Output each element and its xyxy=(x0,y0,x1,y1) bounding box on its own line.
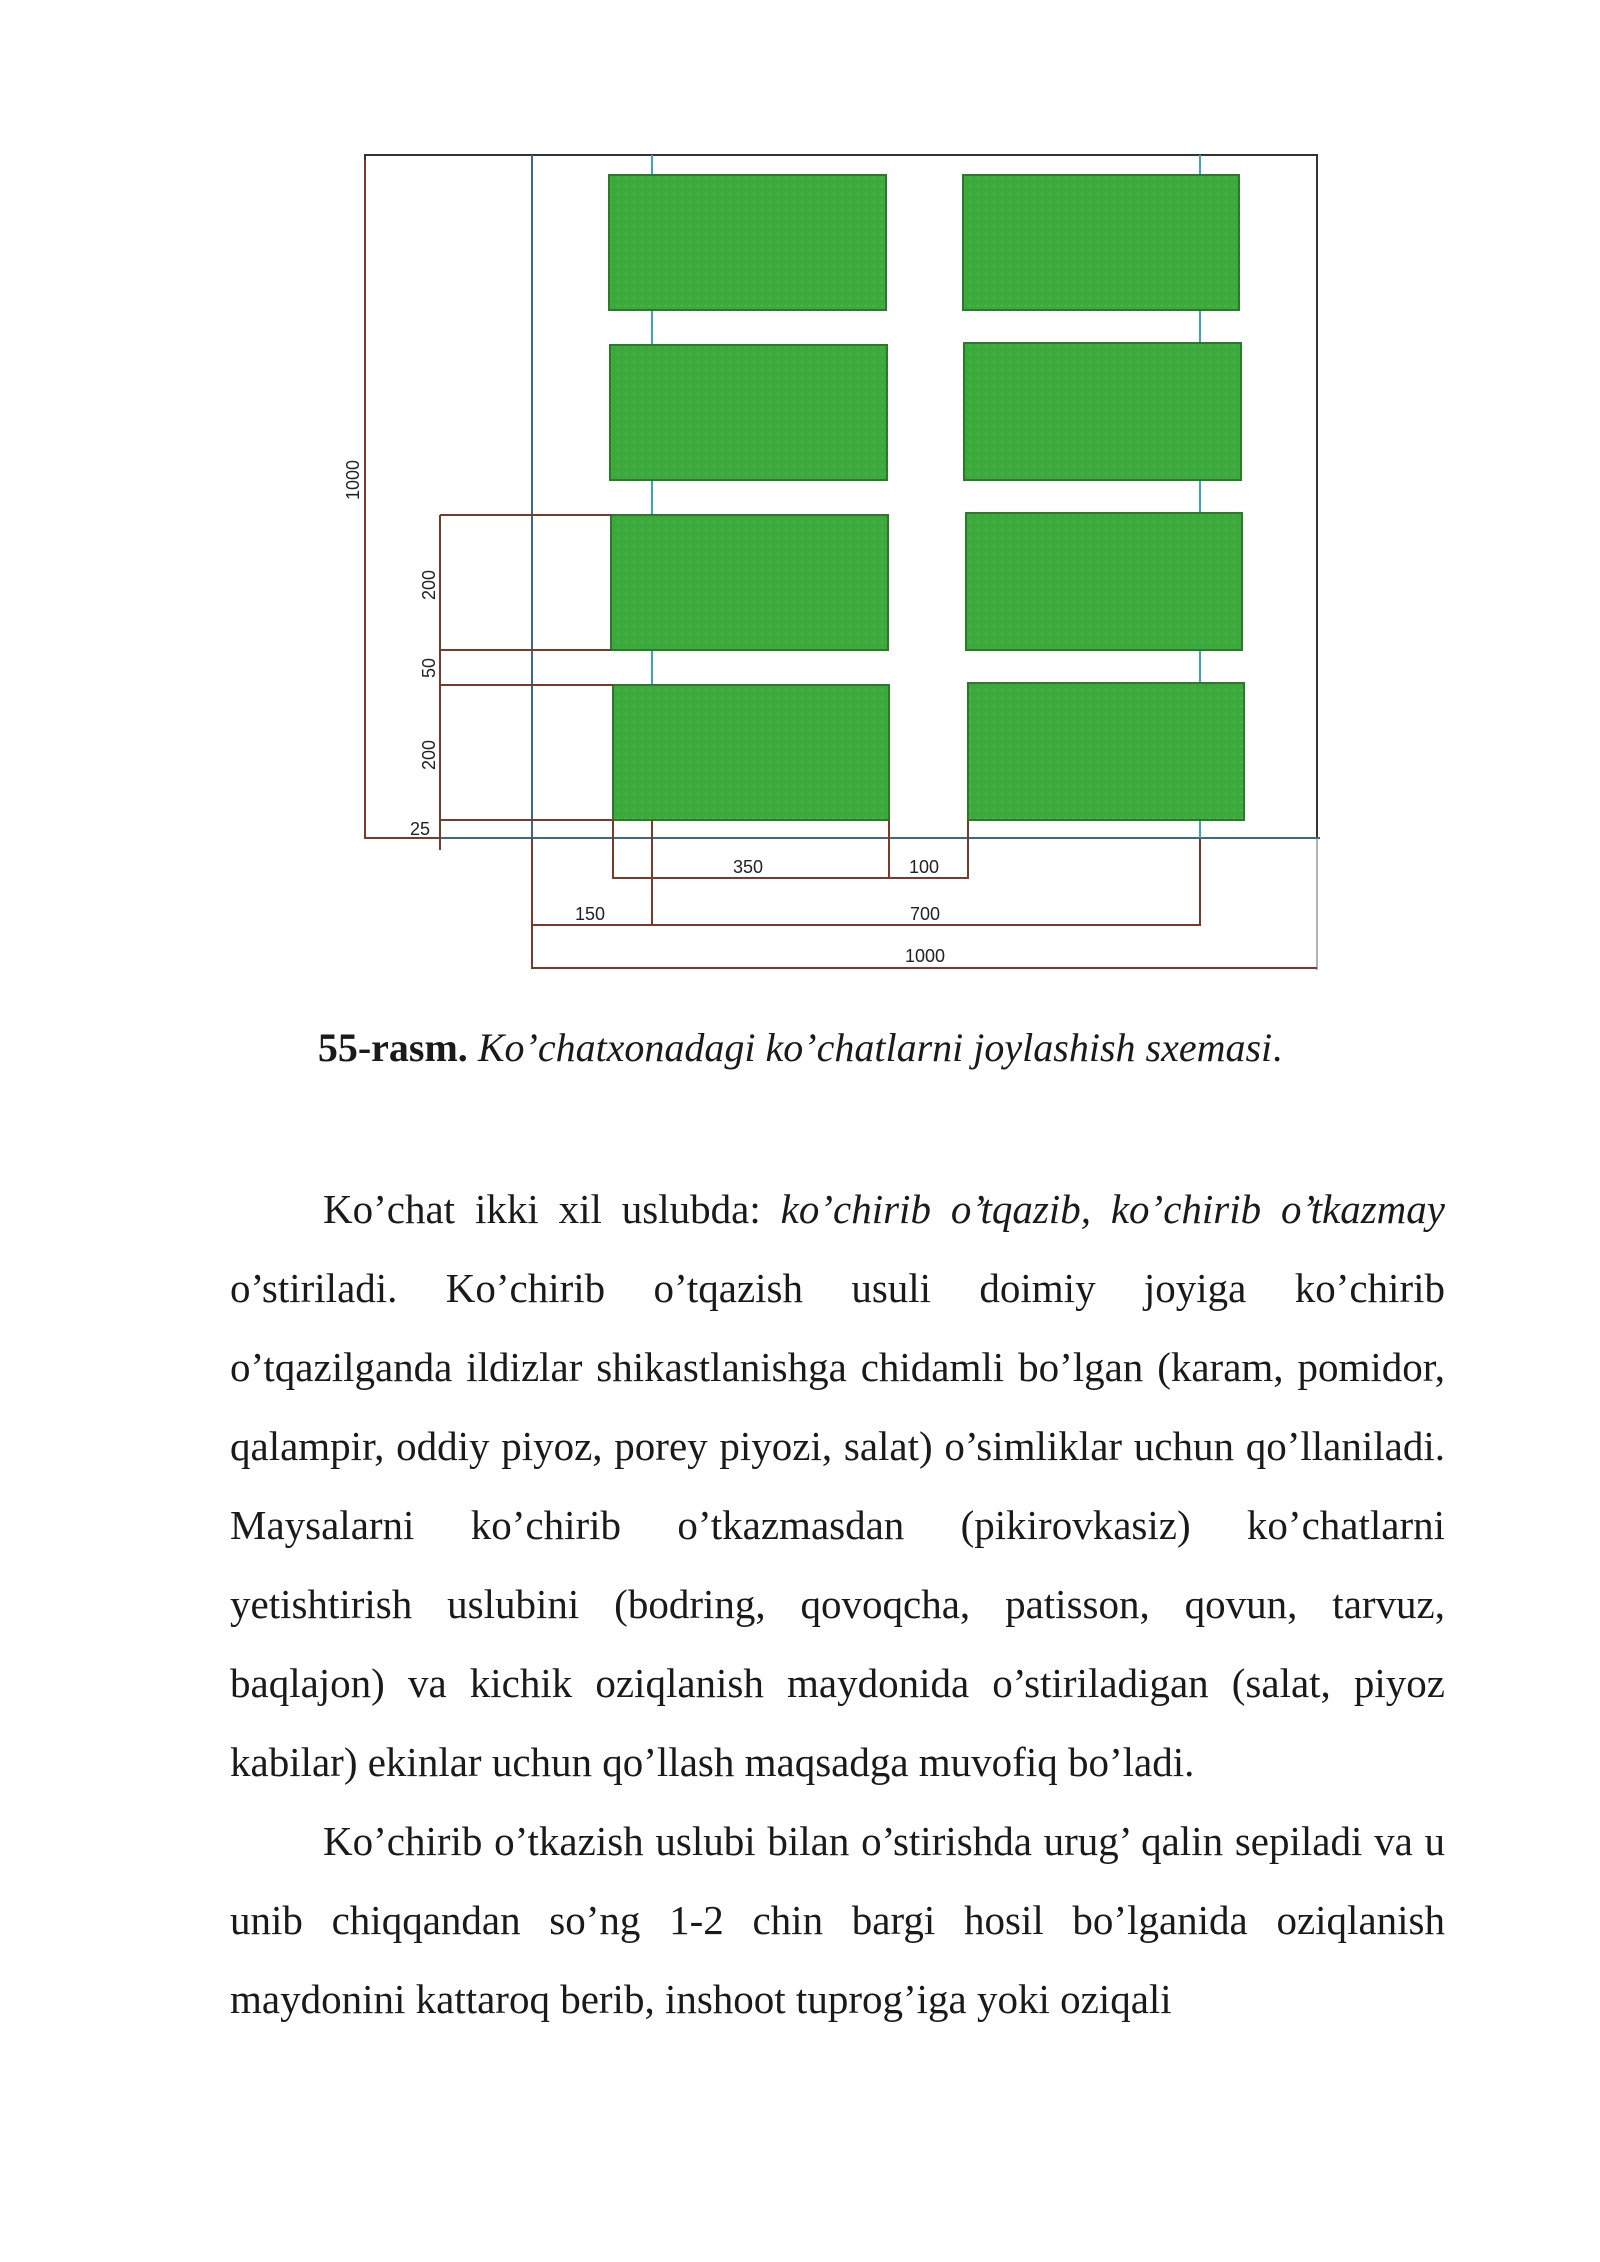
paragraph-1-part-2: o’stiriladi. Ko’chirib o’tqazish usuli doimiy joyiga ko’chirib o’tqazilganda ildizlar shikastlanishga chidamli bo’lgan (karam, pomidor, qalampir, oddiy piyoz, porey piyozi, salat) o’simliklar uchun qo’llaniladi. Maysalarni ko’chirib o’tkazmasdan (pikirovkasiz) ko’chatlarni yetishtirish uslubini (bodring, qovoqcha, patisson, qovun, tarvuz, baqlajon) va kichik oziqlanish maydonida o’stiriladigan (salat, piyoz kabilar) ekinlar uchun qo’llash maqsadga muvofiq bo’ladi. xyxy=(230,1265,1445,1785)
label-bed-height-upper: 200 xyxy=(419,569,439,600)
paragraph-1-italic: ko’chirib o’tqazib, ko’chirib o’tkazmay xyxy=(780,1186,1445,1232)
seedling-bed xyxy=(963,175,1239,310)
label-bed-height-lower: 200 xyxy=(419,739,439,770)
label-total-height: 1000 xyxy=(343,459,363,500)
seedling-bed xyxy=(611,515,888,650)
label-side-margin: 150 xyxy=(575,904,606,924)
seedling-bed xyxy=(610,345,887,480)
label-beds-span: 700 xyxy=(910,904,941,924)
label-bed-width: 350 xyxy=(733,857,764,877)
label-gap: 50 xyxy=(419,657,439,678)
paragraph-2: Ko’chirib o’tkazish uslubi bilan o’stirishda urug’ qalin sepiladi va u unib chiqqandan so’ng 1-2 chin bargi hosil bo’lganida oziqlanish maydonini kattaroq berib, inshoot tuprog’iga yoki oziqali xyxy=(230,1818,1445,2022)
figure-caption xyxy=(0,1020,1600,1076)
label-total-width: 1000 xyxy=(905,946,946,966)
label-bottom-margin: 25 xyxy=(410,819,431,839)
body-text xyxy=(230,1170,1445,2039)
seedling-bed xyxy=(964,343,1241,480)
seedling-bed xyxy=(613,685,889,820)
paragraph-1-part-1: Ko’chat ikki xil uslubda: xyxy=(323,1186,781,1232)
dim-line-total-height xyxy=(365,160,440,838)
seedling-bed xyxy=(968,683,1244,820)
caption-period: . xyxy=(1272,1025,1283,1070)
seedling-bed xyxy=(966,513,1242,650)
seedling-layout-diagram xyxy=(0,0,1600,1010)
paragraph-1 xyxy=(230,1170,1445,1802)
caption-title: Ko’chatxonadagi ko’chatlarni joylashish sxemasi xyxy=(477,1025,1273,1070)
caption-number: 55-rasm. xyxy=(317,1025,468,1070)
seedling-bed xyxy=(609,175,886,310)
label-bed-gap: 100 xyxy=(909,857,940,877)
